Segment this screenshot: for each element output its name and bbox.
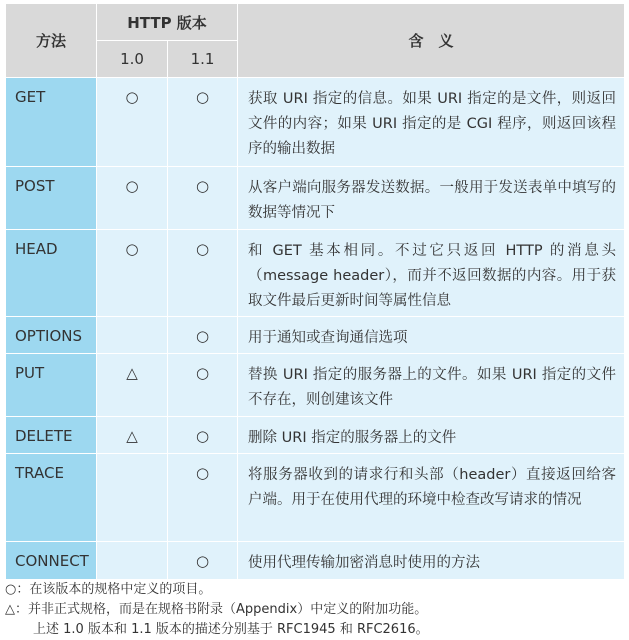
method-name: TRACE [6,454,97,542]
method-description: 用于通知或查询通信选项 [238,317,625,354]
support-1-0: ○ [97,78,168,167]
support-1-0 [97,454,168,542]
table-row [6,454,625,542]
header-http-version: HTTP 版本 [97,4,238,41]
note-triangle: △：并非正式规格，而是在规格书附录（Appendix）中定义的附加功能。 [5,602,428,617]
method-description: 从客户端向服务器发送数据。一般用于发送表单中填写的数据等情况下 [238,167,625,230]
support-1-1: ○ [168,454,238,542]
table-row [6,417,625,454]
method-description: 和 GET 基本相同。不过它只返回 HTTP 的消息头（message header），而并不返回数据的内容。用于获取文件最后更新时间等属性信息 [238,230,625,317]
table-row [6,230,625,317]
method-name: HEAD [6,230,97,317]
method-description: 将服务器收到的请求行和头部（header）直接返回给客户端。用于在使用代理的环境中检查改写请求的情况 [238,454,625,542]
header-meaning: 含 义 [238,4,625,78]
http-methods-table [5,3,625,580]
support-1-1: ○ [168,542,238,580]
support-1-0: △ [97,354,168,417]
support-1-0: ○ [97,230,168,317]
table-row [6,167,625,230]
support-1-0 [97,317,168,354]
note-basis: 上述 1.0 版本和 1.1 版本的描述分别基于 RFC1945 和 RFC2616。 [33,622,429,637]
header-version-1-0: 1.0 [97,41,168,78]
table-row [6,78,625,167]
method-name: CONNECT [6,542,97,580]
support-1-1: ○ [168,78,238,167]
support-1-0: ○ [97,167,168,230]
table-row [6,354,625,417]
method-description: 替换 URI 指定的服务器上的文件。如果 URI 指定的文件不存在，则创建该文件 [238,354,625,417]
support-1-1: ○ [168,230,238,317]
header-version-1-1: 1.1 [168,41,238,78]
method-name: OPTIONS [6,317,97,354]
support-1-1: ○ [168,354,238,417]
header-method: 方法 [6,4,97,78]
method-description: 获取 URI 指定的信息。如果 URI 指定的是文件，则返回文件的内容；如果 URI 指定的是 CGI 程序，则返回该程序的输出数据 [238,78,625,167]
support-1-1: ○ [168,417,238,454]
method-description: 使用代理传输加密消息时使用的方法 [238,542,625,580]
method-name: DELETE [6,417,97,454]
table-row [6,317,625,354]
support-1-1: ○ [168,317,238,354]
table-notes [5,580,624,640]
support-1-0: △ [97,417,168,454]
support-1-0 [97,542,168,580]
support-1-1: ○ [168,167,238,230]
method-description: 删除 URI 指定的服务器上的文件 [238,417,625,454]
method-name: GET [6,78,97,167]
method-name: POST [6,167,97,230]
table-row [6,542,625,580]
note-circle: ○：在该版本的规格中定义的项目。 [5,582,212,597]
method-name: PUT [6,354,97,417]
